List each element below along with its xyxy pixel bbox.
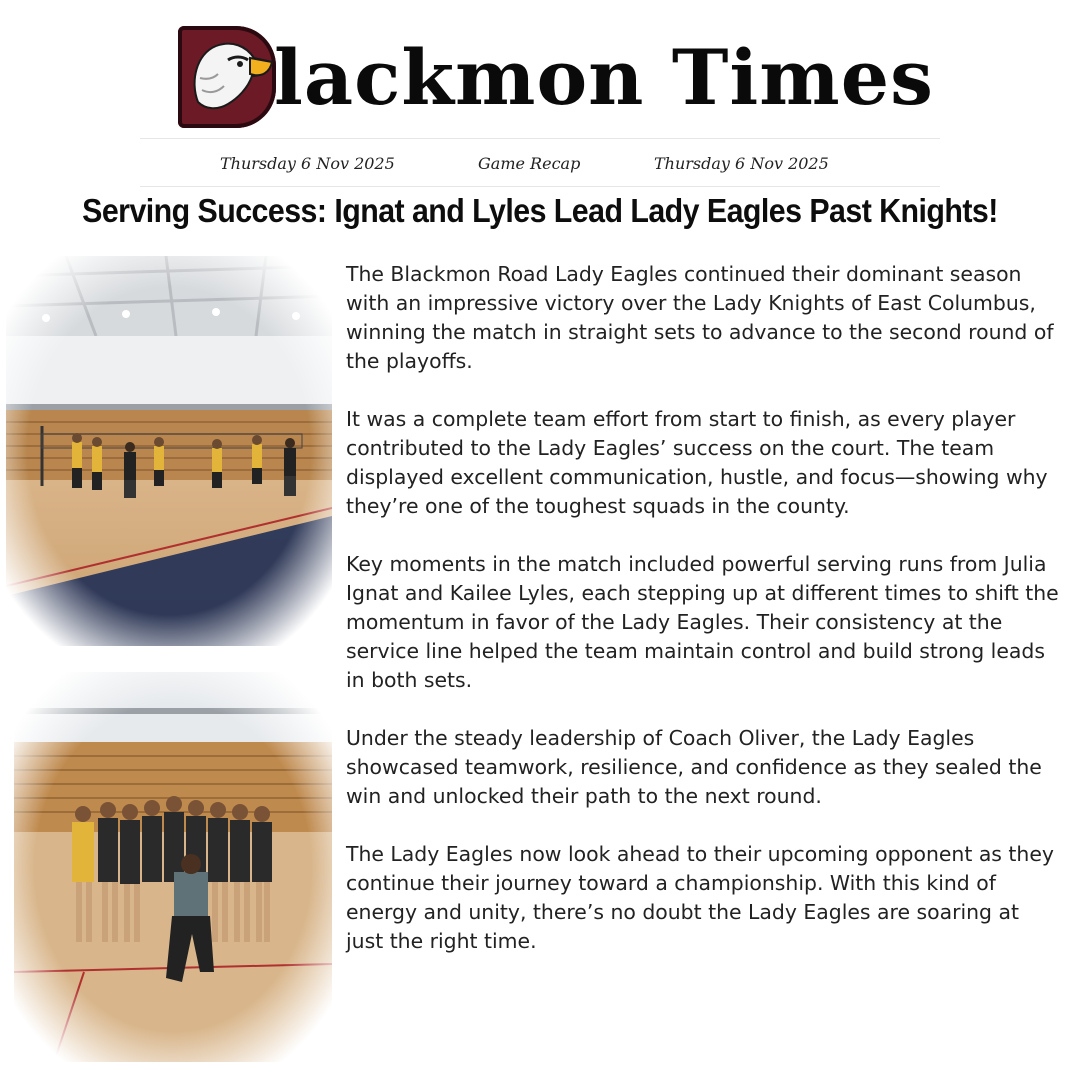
dateline-left-date: Thursday 6 Nov 2025 bbox=[220, 154, 395, 173]
article-paragraph-4: Under the steady leadership of Coach Oliver, the Lady Eagles showcased teamwork, resilience, and confidence as they sealed the win and unlocked their path to the next round. bbox=[346, 726, 1042, 808]
volleyball-game-photo bbox=[6, 256, 332, 646]
article-paragraph-1: The Blackmon Road Lady Eagles continued their dominant season with an impressive victory over the Lady Knights of East Columbus, winning the match in straight sets to advance to the second round of the playoffs. bbox=[346, 262, 1054, 373]
header-rule-bottom bbox=[140, 186, 940, 187]
masthead bbox=[178, 22, 938, 132]
team-group-photo bbox=[14, 672, 332, 1062]
article-paragraph-2: It was a complete team effort from start to finish, as every player contributed to the Lady Eagles’ success on the court. The team displayed excellent communication, hustle, and focus—showing why they’re one of the toughest squads in the county. bbox=[346, 407, 1048, 518]
dateline-right-date: Thursday 6 Nov 2025 bbox=[654, 154, 829, 173]
eagle-logo-icon bbox=[178, 26, 276, 128]
article-paragraph-5: The Lady Eagles now look ahead to their upcoming opponent as they continue their journey toward a championship. With this kind of energy and unity, there’s no doubt the Lady Eagles are soaring at just the right time. bbox=[346, 842, 1054, 953]
article-body bbox=[346, 260, 1062, 985]
header-rule-top bbox=[140, 138, 940, 139]
headline: Serving Success: Ignat and Lyles Lead Lady Eagles Past Knights! bbox=[82, 192, 998, 229]
article-paragraph-3: Key moments in the match included powerful serving runs from Julia Ignat and Kailee Lyles, each stepping up at different times to shift the momentum in favor of the Lady Eagles. Their consistency at the service line helped the team maintain control and build strong leads in both sets. bbox=[346, 552, 1059, 692]
dateline-section: Game Recap bbox=[478, 154, 581, 173]
masthead-title: lackmon Times bbox=[274, 33, 934, 122]
